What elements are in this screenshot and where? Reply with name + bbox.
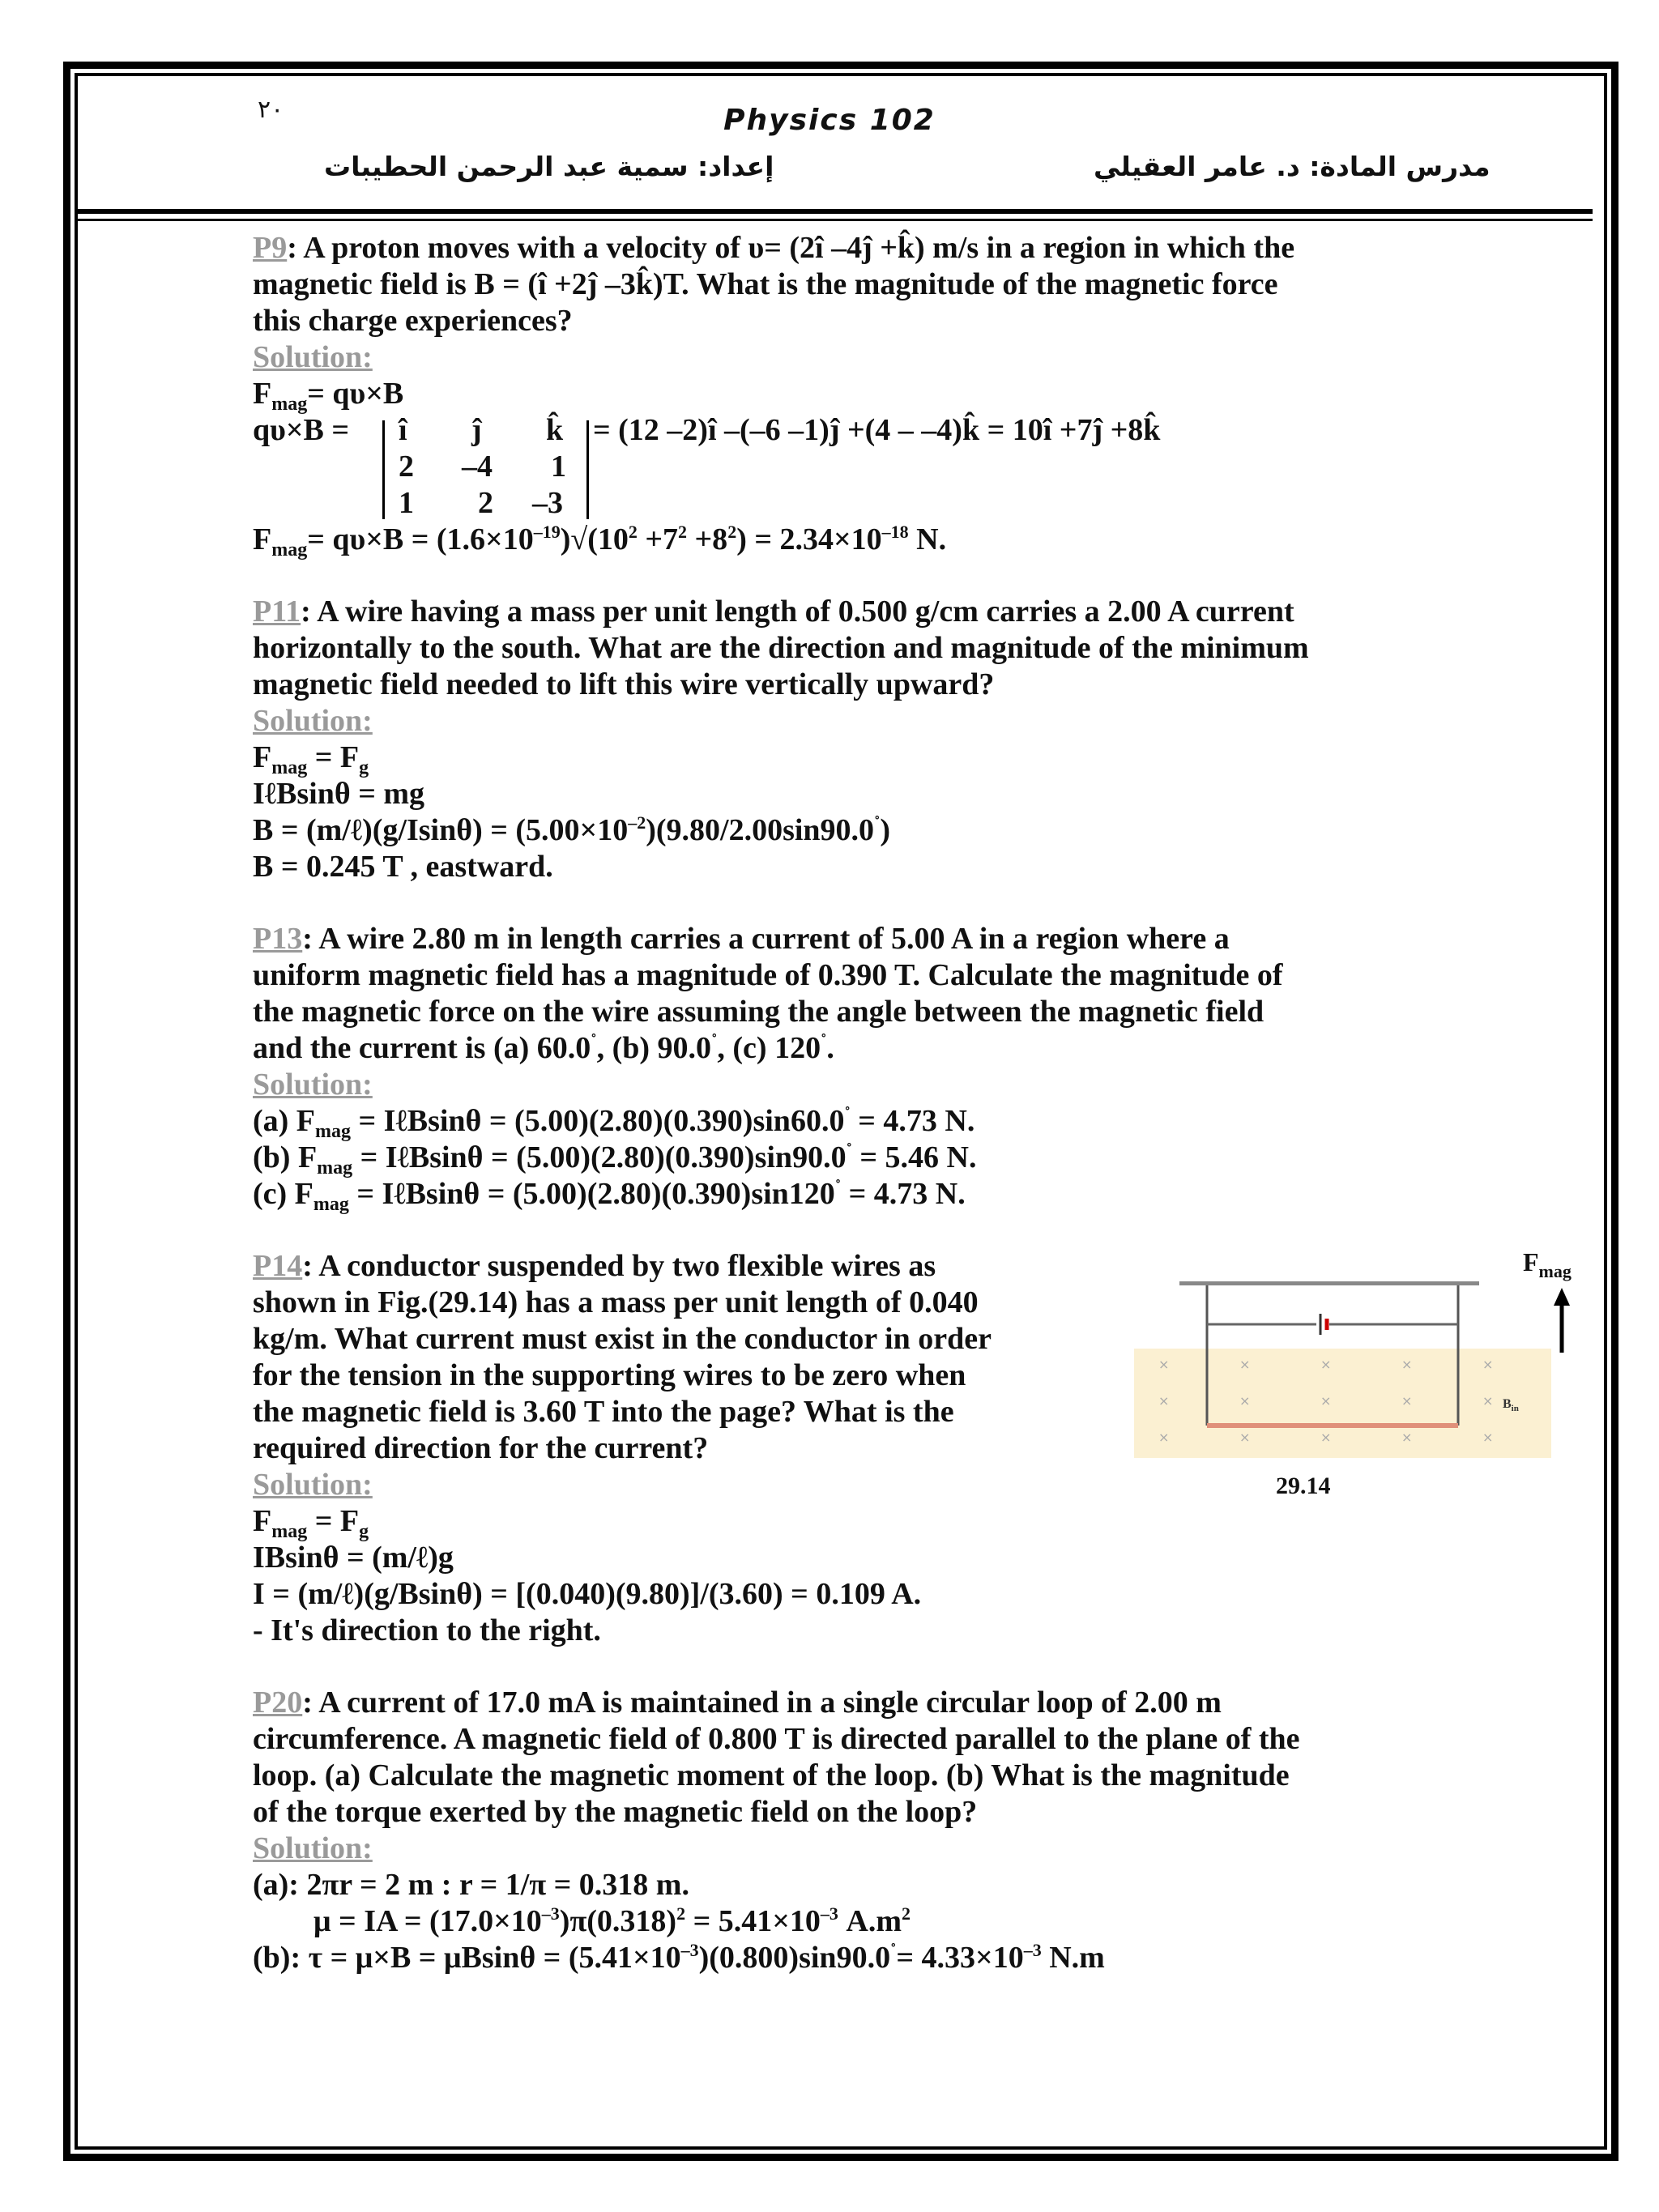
equation: $F_{mag} = F_g$ [253,740,369,778]
equation: - It's direction to the right. [253,1613,601,1647]
fmag-label: $F_{mag}$ [1523,1247,1572,1281]
document-body [253,230,1468,1976]
solution-label: Solution: [253,1831,373,1865]
problem-p20 [253,1685,1468,1976]
field-x-marker: × [1239,1393,1251,1409]
problem-p14 [253,1248,1095,1649]
problem-p13 [253,921,1468,1213]
equation: μ = IA = $(17.0\times 10^{-3})\pi(0.318)^2 = 5.41\times 10^{-3}$ $A.m^2$ [313,1903,911,1938]
problem-p11 [253,594,1468,885]
question-line: required direction for the current? [253,1431,709,1465]
equation: (a) $F_{mag}$ = IℓBsinθ = (5.00)(2.80)(0.390)sin60.0˚ = 4.73 N. [253,1103,975,1142]
problem-p9 [253,230,1468,558]
equation: $F_{mag}= q\upsilon\times B = (1.6\times 10^{-19})√(10^2 +7^2 +8^2) = 2.34\times 10^{-18}$ N. [253,522,947,560]
equation: $F_{mag}= q\upsilon\times B$ [253,377,404,415]
question-line: P9: A proton moves with a velocity of υ= (2î –4ĵ +k̂) m/s in a region in which the [253,231,1295,265]
figure-29-14 [1134,1255,1588,1498]
field-x-marker: × [1482,1393,1494,1409]
field-x-marker: × [1401,1393,1413,1409]
b-in-label: $B_{in}$ [1503,1397,1519,1413]
equation: I = (m/ℓ)(g/Bsinθ) = [(0.040)(9.80)]/(3.60) = 0.109 A. [253,1577,922,1611]
question-line: P13: A wire 2.80 m in length carries a current of 5.00 A in a region where a [253,922,1230,956]
question-line: for the tension in the supporting wires to be zero when [253,1358,966,1392]
solution-label: Solution: [253,340,373,374]
conductor-rod [1207,1423,1458,1428]
field-x-marker: × [1482,1430,1494,1445]
equation: IBsinθ = (m/ℓ)g [253,1541,454,1575]
problem-id: P9 [253,231,288,265]
prepared-by: إعداد: سمية عبد الرحمن الحطيبات [324,151,774,182]
field-x-marker: × [1158,1393,1170,1409]
problem-id: P20 [253,1686,303,1720]
question-line: of the torque exerted by the magnetic field on the loop? [253,1795,978,1829]
field-x-marker: × [1320,1393,1332,1409]
question-line: the magnetic field is 3.60 T into the page? What is the [253,1395,954,1429]
field-x-marker: × [1320,1430,1332,1445]
question-line: loop. (a) Calculate the magnetic moment of the loop. (b) What is the magnitude [253,1758,1290,1792]
field-x-marker: × [1401,1430,1413,1445]
teacher-name: مدرس المادة: د. عامر العقيلي [1094,151,1491,182]
solution-label: Solution: [253,704,373,738]
problem-id: P11 [253,595,301,629]
question-line: horizontally to the south. What are the direction and magnitude of the minimum [253,631,1309,665]
question-line: magnetic field needed to lift this wire vertically upward? [253,667,995,701]
field-x-marker: × [1239,1430,1251,1445]
det-bar-right [586,420,589,519]
field-x-marker: × [1401,1357,1413,1372]
header-rule [78,209,1593,214]
equation: (c) $F_{mag}$ = IℓBsinθ = (5.00)(2.80)(0.390)sin120˚ = 4.73 N. [253,1176,966,1215]
det-bar-left [382,420,385,519]
figure-caption: 29.14 [1276,1473,1331,1499]
question-line: and the current is (a) 60.0˚, (b) 90.0˚, (c) 120˚. [253,1030,834,1065]
solution-label: Solution: [253,1468,373,1502]
field-x-marker: × [1158,1430,1170,1445]
header-rule-thin [78,219,1593,221]
field-x-marker: × [1239,1357,1251,1372]
problem-id: P14 [253,1249,303,1283]
solution-label: Solution: [253,1068,373,1102]
question-line: shown in Fig.(29.14) has a mass per unit length of 0.040 [253,1285,979,1319]
page-number: ٢٠ [258,96,284,124]
question-line: circumference. A magnetic field of 0.800 T is directed parallel to the plane of the [253,1722,1300,1756]
question-line: the magnetic force on the wire assuming the angle between the magnetic field [253,995,1265,1029]
equation: B = (m/ℓ)(g/Isinθ) = $(5.00\times 10^{-2})(9.80/2.00\sin 90.0^˚)$ [253,812,891,847]
question-line: this charge experiences? [253,304,573,338]
field-x-marker: × [1320,1357,1332,1372]
problem-id: P13 [253,922,303,956]
course-title: Physics 102 [723,104,936,137]
question-line: P11: A wire having a mass per unit length of 0.500 g/cm carries a 2.00 A current [253,595,1294,629]
fmag-arrow-icon [1554,1288,1570,1306]
question-line: P20: A current of 17.0 mA is maintained in a single circular loop of 2.00 m [253,1686,1222,1720]
equation: IℓBsinθ = mg [253,777,425,811]
equation: B = 0.245 T , eastward. [253,850,553,884]
question-line: uniform magnetic field has a magnitude of 0.390 T. Calculate the magnitude of [253,958,1283,992]
equation: $F_{mag} = F_g$ [253,1504,369,1542]
field-x-marker: × [1482,1357,1494,1372]
question-line: magnetic field is B = (î +2ĵ –3k̂)T. What is the magnitude of the magnetic force [253,267,1278,301]
equation: (a): 2πr = 2 m : r = 1/π = 0.318 m. [253,1868,689,1902]
support-ceiling [1179,1281,1479,1285]
equation: (b): $\tau = \mu\times B = \mu Bsin\theta = (5.41\times 10^{-3})(0.800)\sin 90.0^˚= 4.33\times 10^{-3}$ N.m [253,1940,1105,1975]
question-line: kg/m. What current must exist in the conductor in order [253,1322,992,1356]
equation: (b) $F_{mag}$ = IℓBsinθ = (5.00)(2.80)(0.390)sin90.0˚ = 5.46 N. [253,1140,977,1178]
question-line: P14: A conductor suspended by two flexible wires as [253,1249,936,1283]
field-x-marker: × [1158,1357,1170,1372]
determinant: qυ×B = î ĵ k̂ 2 –4 1 1 2 –3 = (12 –2)î –(–6 –1)ĵ +(4 – –4)k̂ = 10î +7ĵ +8k̂ [253,413,1161,520]
